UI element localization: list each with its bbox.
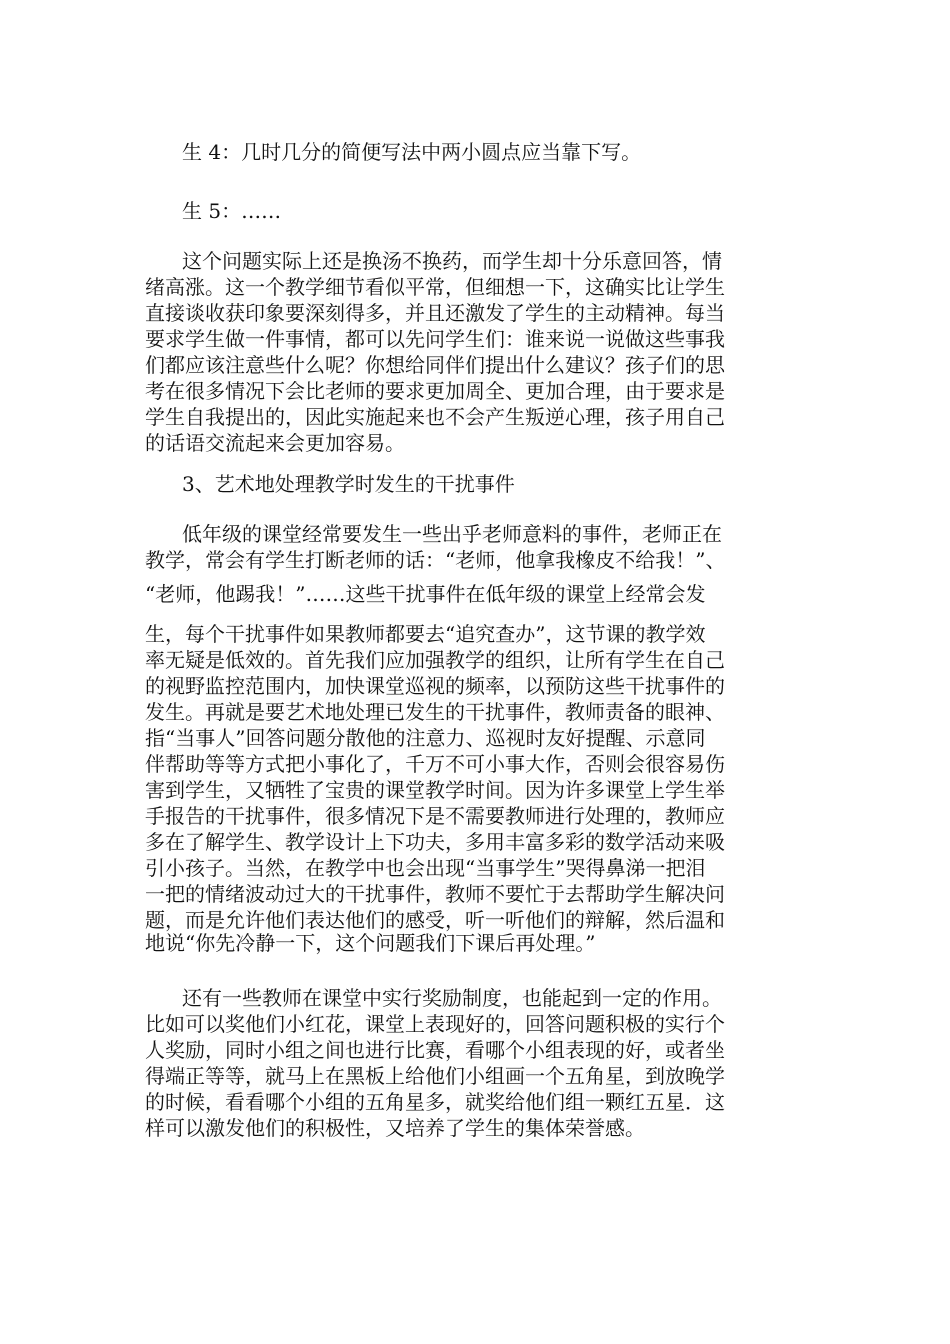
- paragraph-2-line: 指“当事人”回答问题分散他的注意力、巡视时友好提醒、示意同: [145, 726, 706, 750]
- student-5-line: 生 5：……: [182, 199, 282, 223]
- paragraph-2-part-b: “老师，他踢我！”……这些干扰事件在低年级的课堂上经常会发: [145, 582, 706, 606]
- paragraph-2-line: 率无疑是低效的。首先我们应加强教学的组织，让所有学生在自己: [145, 648, 725, 672]
- paragraph-3-line: 的时候，看看哪个小组的五角星多，就奖给他们组一颗红五星．这: [145, 1090, 725, 1114]
- paragraph-2-line: 手报告的干扰事件，很多情况下是不需要教师进行处理的，教师应: [145, 804, 725, 828]
- paragraph-2-line: 引小孩子。当然，在教学中也会出现“当事学生”哭得鼻涕一把泪: [145, 856, 706, 880]
- paragraph-2-part-c: [145, 621, 805, 933]
- paragraph-1-line: 要求学生做一件事情，都可以先问学生们：谁来说一说做这些事我: [145, 327, 725, 351]
- paragraph-1-line: 绪高涨。这一个教学细节看似平常，但细想一下，这确实比让学生: [145, 275, 725, 299]
- paragraph-2-line: 害到学生，又牺牲了宝贵的课堂教学时间。因为许多课堂上学生举: [145, 778, 725, 802]
- paragraph-2-line: 多在了解学生、教学设计上下功夫，多用丰富多彩的数学活动来吸: [145, 830, 725, 854]
- paragraph-3-line: 还有一些教师在课堂中实行奖励制度，也能起到一定的作用。: [182, 986, 722, 1010]
- section-heading-3: 3、艺术地处理教学时发生的干扰事件: [182, 472, 515, 496]
- paragraph-3: [145, 985, 805, 1141]
- paragraph-2-line: 发生。再就是要艺术地处理已发生的干扰事件，教师责备的眼神、: [145, 700, 725, 724]
- paragraph-1-line: 这个问题实际上还是换汤不换药，而学生却十分乐意回答，情: [182, 249, 722, 273]
- paragraph-1-line: 学生自我提出的，因此实施起来也不会产生叛逆心理，孩子用自己: [145, 405, 725, 429]
- paragraph-2-line: 生，每个干扰事件如果教师都要去“追究查办”，这节课的教学效: [145, 622, 706, 646]
- paragraph-1-line: 们都应该注意些什么呢？你想给同伴们提出什么建议？孩子们的思: [145, 353, 725, 377]
- paragraph-2-line: 伴帮助等等方式把小事化了，千万不可小事大作，否则会很容易伤: [145, 752, 725, 776]
- paragraph-1-line: 的话语交流起来会更加容易。: [145, 431, 405, 455]
- paragraph-2-line: 一把的情绪波动过大的干扰事件，教师不要忙于去帮助学生解决问: [145, 882, 725, 906]
- paragraph-2-part-a: [145, 521, 805, 573]
- paragraph-3-line: 人奖励，同时小组之间也进行比赛，看哪个小组表现的好，或者坐: [145, 1038, 725, 1062]
- paragraph-2-part-d: 地说“你先冷静一下，这个问题我们下课后再处理。”: [145, 931, 596, 955]
- paragraph-3-line: 比如可以奖他们小红花，课堂上表现好的，回答问题积极的实行个: [145, 1012, 725, 1036]
- paragraph-3-line: 样可以激发他们的积极性，又培养了学生的集体荣誉感。: [145, 1116, 645, 1140]
- paragraph-2-line: 教学，常会有学生打断老师的话：“老师，他拿我橡皮不给我！”、: [145, 548, 726, 572]
- paragraph-1-line: 直接谈收获印象要深刻得多，并且还激发了学生的主动精神。每当: [145, 301, 725, 325]
- student-4-line: 生 4：几时几分的简便写法中两小圆点应当靠下写。: [182, 140, 642, 164]
- paragraph-2-line: 低年级的课堂经常要发生一些出乎老师意料的事件，老师正在: [182, 522, 722, 546]
- paragraph-2-line: 题，而是允许他们表达他们的感受，听一听他们的辩解，然后温和: [145, 908, 725, 932]
- paragraph-2-line: 的视野监控范围内，加快课堂巡视的频率，以预防这些干扰事件的: [145, 674, 725, 698]
- paragraph-3-line: 得端正等等，就马上在黑板上给他们小组画一个五角星，到放晚学: [145, 1064, 725, 1088]
- paragraph-1: [145, 248, 805, 456]
- paragraph-1-line: 考在很多情况下会比老师的要求更加周全、更加合理，由于要求是: [145, 379, 725, 403]
